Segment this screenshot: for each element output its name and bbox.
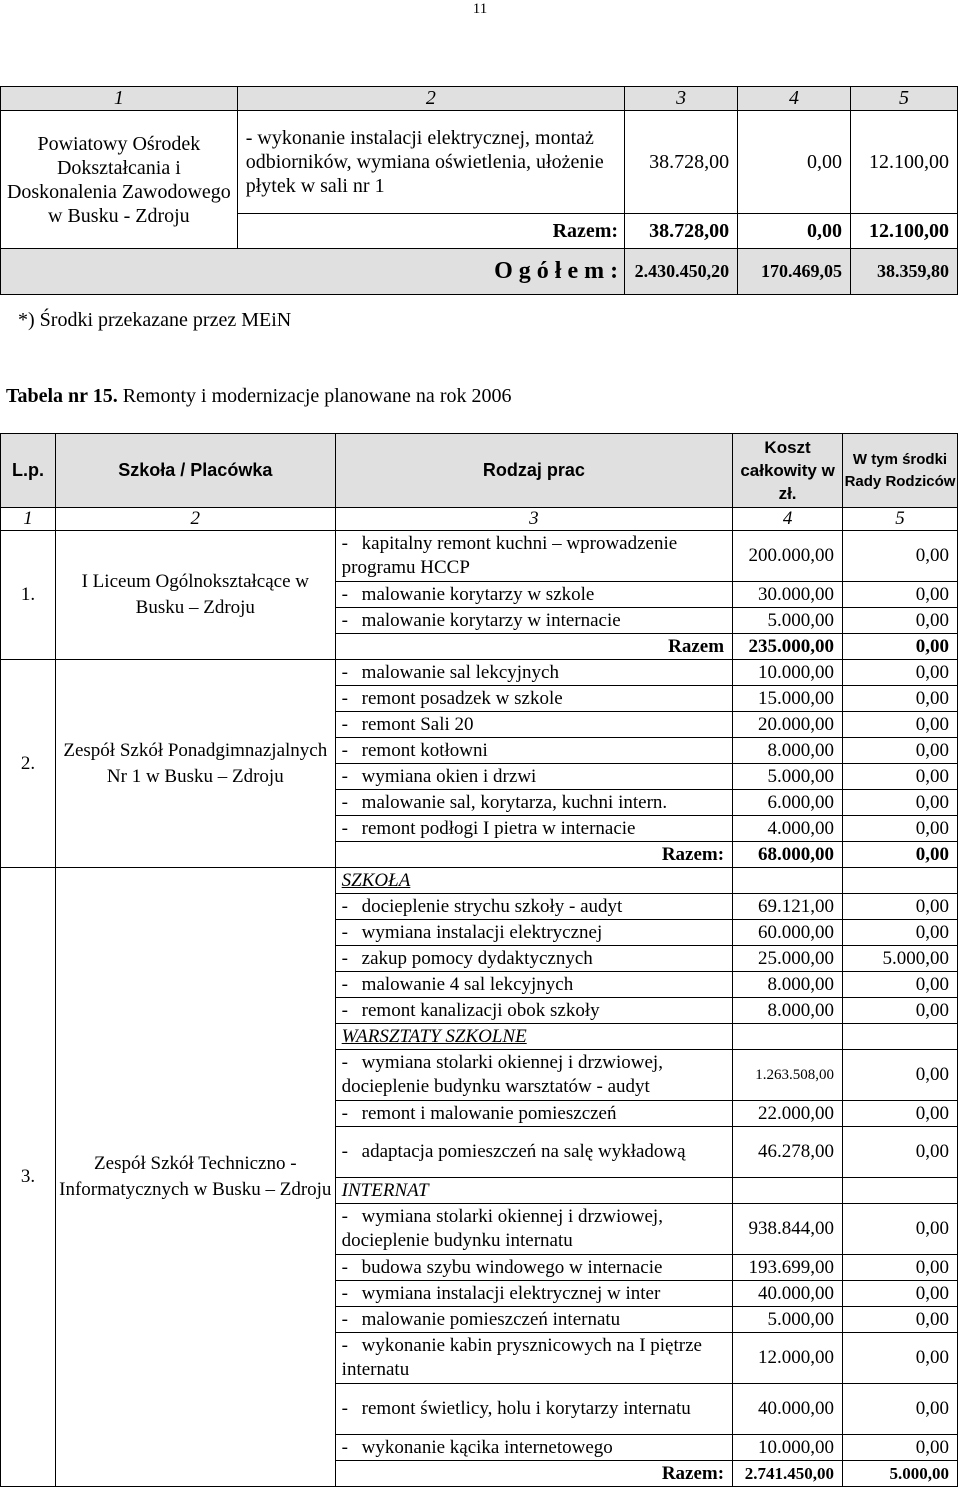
subtotal-value: 12.100,00	[851, 214, 958, 249]
cost-cell: 193.699,00	[733, 1255, 843, 1281]
parents-cell: 0,00	[843, 972, 958, 998]
lp-cell: 3.	[1, 868, 56, 1487]
header-cost: Koszt całkowity w zł.	[733, 434, 843, 508]
lp-cell: 2.	[1, 660, 56, 868]
work-item: - wykonanie kącika internetowego	[335, 1435, 732, 1461]
work-item: - adaptacja pomieszczeń na salę wykładową	[335, 1127, 732, 1178]
work-item: - docieplenie strychu szkoły - audyt	[335, 894, 732, 920]
empty-cell	[733, 1178, 843, 1204]
caption-text: Remonty i modernizacje planowane na rok 2006	[117, 385, 512, 407]
cost-cell: 200.000,00	[733, 531, 843, 582]
section-title: SZKOŁA	[335, 868, 732, 894]
parents-cell: 0,00	[843, 764, 958, 790]
parents-cell: 0,00	[843, 712, 958, 738]
work-item: - wymiana stolarki okiennej i drzwiowej, docieplenie budynku warsztatów - audyt	[335, 1050, 732, 1101]
parents-cell: 0,00	[843, 1307, 958, 1333]
header-school: Szkoła / Placówka	[55, 434, 335, 508]
work-item: - remont świetlicy, holu i korytarzy internatu	[335, 1384, 732, 1435]
cost-cell: 938.844,00	[733, 1204, 843, 1255]
parents-cell: 0,00	[843, 894, 958, 920]
table-row	[1, 111, 958, 214]
section-title: INTERNAT	[335, 1178, 732, 1204]
cost-cell: 8.000,00	[733, 972, 843, 998]
parents-cell: 0,00	[843, 1333, 958, 1384]
cost-cell: 5.000,00	[733, 608, 843, 634]
footnote: *) Środki przekazane przez MEiN	[18, 309, 292, 331]
cost-cell: 25.000,00	[733, 946, 843, 972]
work-item: - kapitalny remont kuchni – wprowadzenie programu HCCP	[335, 531, 732, 582]
cost-cell: 8.000,00	[733, 998, 843, 1024]
subtotal-label: Razem:	[335, 1461, 732, 1487]
cost-cell: 15.000,00	[733, 686, 843, 712]
subtotal-label: Razem	[335, 634, 732, 660]
cost-cell: 10.000,00	[733, 660, 843, 686]
subtotal-parents: 0,00	[843, 634, 958, 660]
parents-cell: 0,00	[843, 1435, 958, 1461]
page-number: 11	[472, 1, 488, 17]
header-work: Rodzaj prac	[335, 434, 732, 508]
parents-cell: 5.000,00	[843, 946, 958, 972]
work-item: - malowanie korytarzy w internacie	[335, 608, 732, 634]
work-item: - remont kanalizacji obok szkoły	[335, 998, 732, 1024]
grand-total-label: O g ó ł e m :	[1, 249, 625, 295]
work-item: - budowa szybu windowego w internacie	[335, 1255, 732, 1281]
cost-cell: 40.000,00	[733, 1281, 843, 1307]
parents-cell: 0,00	[843, 531, 958, 582]
parents-cell: 0,00	[843, 1384, 958, 1435]
empty-cell	[733, 868, 843, 894]
work-item: - wymiana instalacji elektrycznej	[335, 920, 732, 946]
cost-cell: 22.000,00	[733, 1101, 843, 1127]
work-item: - malowanie pomieszczeń internatu	[335, 1307, 732, 1333]
cost-cell: 8.000,00	[733, 738, 843, 764]
work-item: - remont Sali 20	[335, 712, 732, 738]
parents-cell: 0,00	[843, 1204, 958, 1255]
column-numbers-row	[1, 508, 958, 531]
subtotal-parents: 5.000,00	[843, 1461, 958, 1487]
col-number: 2	[237, 87, 624, 111]
school-name: Zespół Szkół Techniczno - Informatycznych w Busku – Zdroju	[55, 868, 335, 1487]
work-item: - remont podłogi I pietra w internacie	[335, 816, 732, 842]
subtotal-parents: 0,00	[843, 842, 958, 868]
work-item: - malowanie korytarzy w szkole	[335, 582, 732, 608]
col-number: 2	[55, 508, 335, 531]
col-number: 4	[738, 87, 851, 111]
cost-cell: 40.000,00	[733, 1384, 843, 1435]
cost-cell: 12.000,00	[733, 1333, 843, 1384]
cost-cell: 20.000,00	[733, 712, 843, 738]
grand-total-value: 2.430.450,20	[625, 249, 738, 295]
section-row	[1, 868, 958, 894]
work-item: - malowanie sal, korytarza, kuchni intern.	[335, 790, 732, 816]
work-item: - wymiana stolarki okiennej i drzwiowej, docieplenie budynku internatu	[335, 1204, 732, 1255]
parents-cell: 0,00	[843, 816, 958, 842]
col-number: 3	[335, 508, 732, 531]
parents-cell: 0,00	[843, 1255, 958, 1281]
col-number: 5	[851, 87, 958, 111]
cost-cell: 69.121,00	[733, 894, 843, 920]
value-cell: 12.100,00	[851, 111, 958, 214]
parents-cell: 0,00	[843, 790, 958, 816]
subtotal-value: 0,00	[738, 214, 851, 249]
subtotal-label: Razem:	[237, 214, 624, 249]
parents-cell: 0,00	[843, 660, 958, 686]
table-row	[1, 531, 958, 582]
col-number: 1	[1, 508, 56, 531]
parents-cell: 0,00	[843, 608, 958, 634]
cost-cell: 5.000,00	[733, 764, 843, 790]
parents-cell: 0,00	[843, 920, 958, 946]
col-number: 4	[733, 508, 843, 531]
work-item: - zakup pomocy dydaktycznych	[335, 946, 732, 972]
grand-total-row	[1, 249, 958, 295]
header-lp: L.p.	[1, 434, 56, 508]
value-cell: 38.728,00	[625, 111, 738, 214]
work-item: - wymiana okien i drzwi	[335, 764, 732, 790]
work-item: - malowanie sal lekcyjnych	[335, 660, 732, 686]
grand-total-value: 170.469,05	[738, 249, 851, 295]
cost-cell: 6.000,00	[733, 790, 843, 816]
empty-cell	[843, 1178, 958, 1204]
table-header-row	[1, 87, 958, 111]
parents-cell: 0,00	[843, 582, 958, 608]
table-row	[1, 660, 958, 686]
subtotal-cost: 235.000,00	[733, 634, 843, 660]
empty-cell	[733, 1024, 843, 1050]
parents-cell: 0,00	[843, 1127, 958, 1178]
subtotal-cost: 68.000,00	[733, 842, 843, 868]
work-item: - remont i malowanie pomieszczeń	[335, 1101, 732, 1127]
table-continuation	[0, 86, 958, 295]
caption-label: Tabela nr 15.	[6, 385, 118, 407]
work-item: - wykonanie kabin prysznicowych na I piętrze internatu	[335, 1333, 732, 1384]
school-name: I Liceum Ogólnokształcące w Busku – Zdroju	[55, 531, 335, 660]
cost-cell: 4.000,00	[733, 816, 843, 842]
parents-cell: 0,00	[843, 1050, 958, 1101]
work-item: - wymiana instalacji elektrycznej w inter	[335, 1281, 732, 1307]
table-caption	[6, 385, 511, 408]
parents-cell: 0,00	[843, 1101, 958, 1127]
work-description: - wykonanie instalacji elektrycznej, montaż odbiorników, wymiana oświetlenia, ułożenie płytek w sali nr 1	[237, 111, 624, 214]
work-item: - malowanie 4 sal lekcyjnych	[335, 972, 732, 998]
value-cell: 0,00	[738, 111, 851, 214]
work-item: - remont posadzek w szkole	[335, 686, 732, 712]
table-header-row	[1, 434, 958, 508]
cost-cell: 46.278,00	[733, 1127, 843, 1178]
parents-cell: 0,00	[843, 1281, 958, 1307]
empty-cell	[843, 868, 958, 894]
subtotal-value: 38.728,00	[625, 214, 738, 249]
school-name: Zespół Szkół Ponadgimnazjalnych Nr 1 w Busku – Zdroju	[55, 660, 335, 868]
cost-cell: 10.000,00	[733, 1435, 843, 1461]
cost-cell: 60.000,00	[733, 920, 843, 946]
subtotal-cost: 2.741.450,00	[733, 1461, 843, 1487]
grand-total-value: 38.359,80	[851, 249, 958, 295]
empty-cell	[843, 1024, 958, 1050]
repairs-table	[0, 433, 958, 1487]
parents-cell: 0,00	[843, 686, 958, 712]
col-number: 1	[1, 87, 238, 111]
col-number: 5	[843, 508, 958, 531]
section-title: WARSZTATY SZKOLNE	[335, 1024, 732, 1050]
parents-cell: 0,00	[843, 998, 958, 1024]
header-parents: W tym środki Rady Rodziców	[843, 434, 958, 508]
subtotal-label: Razem:	[335, 842, 732, 868]
col-number: 3	[625, 87, 738, 111]
cost-cell: 30.000,00	[733, 582, 843, 608]
work-item: - remont kotłowni	[335, 738, 732, 764]
cost-cell: 1.263.508,00	[733, 1050, 843, 1101]
cost-cell: 5.000,00	[733, 1307, 843, 1333]
unit-name: Powiatowy Ośrodek Dokształcania i Doskonalenia Zawodowego w Busku - Zdroju	[1, 111, 238, 249]
lp-cell: 1.	[1, 531, 56, 660]
parents-cell: 0,00	[843, 738, 958, 764]
